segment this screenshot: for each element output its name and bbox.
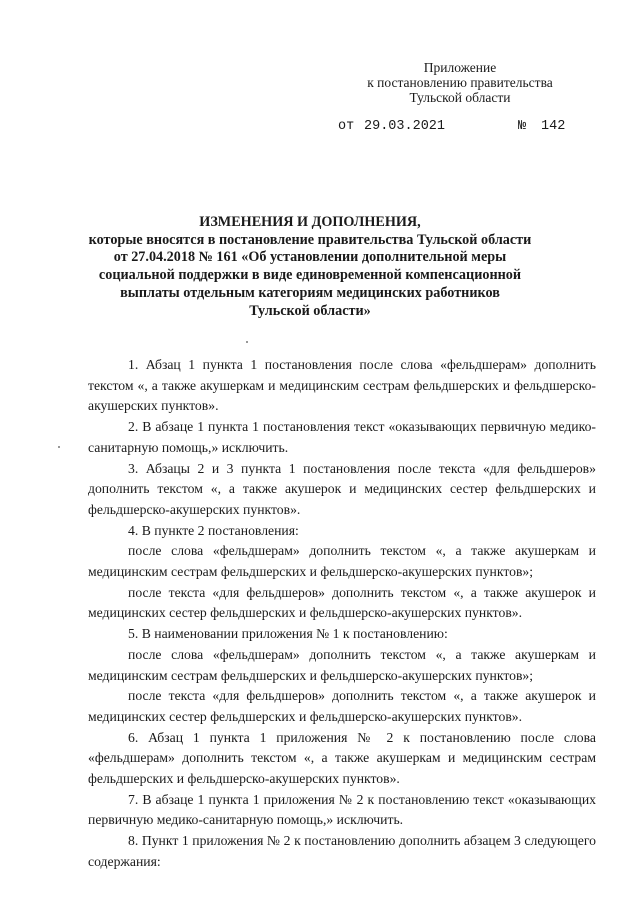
appendix-line-3: Тульской области: [409, 90, 511, 105]
appendix-header: [340, 60, 580, 105]
paragraph-6: 6. Абзац 1 пункта 1 приложения № 2 к постановлению после слова «фельдшерам» дополнить текстом «, а также акушеркам и медицинским сестрам фельдшерских и фельдшерско-акушерских пунктов».: [88, 729, 596, 787]
registration-line: [338, 119, 578, 135]
paragraph-5: 5. В наименовании приложения № 1 к постановлению:: [128, 626, 448, 642]
title-line-4: социальной поддержки в виде единовременной компенсационной: [98, 267, 522, 284]
paragraph-3: 3. Абзацы 2 и 3 пункта 1 постановления после текста «для фельдшеров» дополнить текстом «, а также акушерок и медицинских сестер фельдшерских и фельдшерско-акушерских пунктов».: [88, 460, 596, 517]
document-title: [60, 214, 560, 320]
appendix-line-2: к постановлению правительства: [367, 75, 553, 90]
paragraph-4-item-1: после слова «фельдшерам» дополнить текстом «, а также акушеркам и медицинским сестрам фельдшерских и фельдшерско-акушерских пунктов»;: [88, 543, 596, 580]
paragraph-4: 4. В пункте 2 постановления:: [128, 522, 299, 538]
scan-speck: [58, 446, 60, 448]
paragraph-4-item-2: после текста «для фельдшеров» дополнить текстом «, а также акушерок и медицинских сестер фельдшерских и фельдшерско-акушерских пунктов».: [88, 584, 596, 621]
registration-date: 29.03.2021: [364, 119, 446, 134]
paragraph-7: 7. В абзаце 1 пункта 1 приложения № 2 к постановлению текст «оказывающих первичную медико-санитарную помощь,» исключить.: [88, 791, 596, 828]
paragraph-8: 8. Пункт 1 приложения № 2 к постановлению дополнить абзацем 3 следующего содержания:: [88, 833, 596, 869]
appendix-line-1: Приложение: [423, 60, 497, 75]
registration-prefix: от: [338, 119, 355, 134]
title-line-2: которые вносятся в постановление правительства Тульской области: [88, 231, 532, 248]
registration-number: 142: [541, 119, 566, 134]
document-body: [88, 355, 596, 873]
title-line-6: Тульской области»: [249, 302, 371, 319]
registration-number-sign: №: [518, 119, 527, 134]
scan-speck: [246, 341, 248, 343]
paragraph-2: 2. В абзаце 1 пункта 1 постановления текст «оказывающих первичную медико-санитарную помощь,» исключить.: [88, 419, 596, 455]
title-line-5: выплаты отдельным категориям медицинских работников: [120, 284, 500, 301]
title-line-3: от 27.04.2018 № 161 «Об установлении дополнительной меры: [113, 249, 507, 266]
paragraph-5-item-2: после текста «для фельдшеров» дополнить текстом «, а также акушерок и медицинских сестер фельдшерских и фельдшерско-акушерских пунктов».: [88, 688, 596, 724]
title-line-1: ИЗМЕНЕНИЯ И ДОПОЛНЕНИЯ,: [199, 214, 421, 230]
paragraph-5-item-1: после слова «фельдшерам» дополнить текстом «, а также акушеркам и медицинским сестрам фельдшерских и фельдшерско-акушерских пунктов»;: [88, 646, 596, 683]
paragraph-1: 1. Абзац 1 пункта 1 постановления после слова «фельдшерам» дополнить текстом «, а также акушеркам и медицинским сестрам фельдшерских и фельдшерско-акушерских пунктов».: [88, 357, 596, 414]
